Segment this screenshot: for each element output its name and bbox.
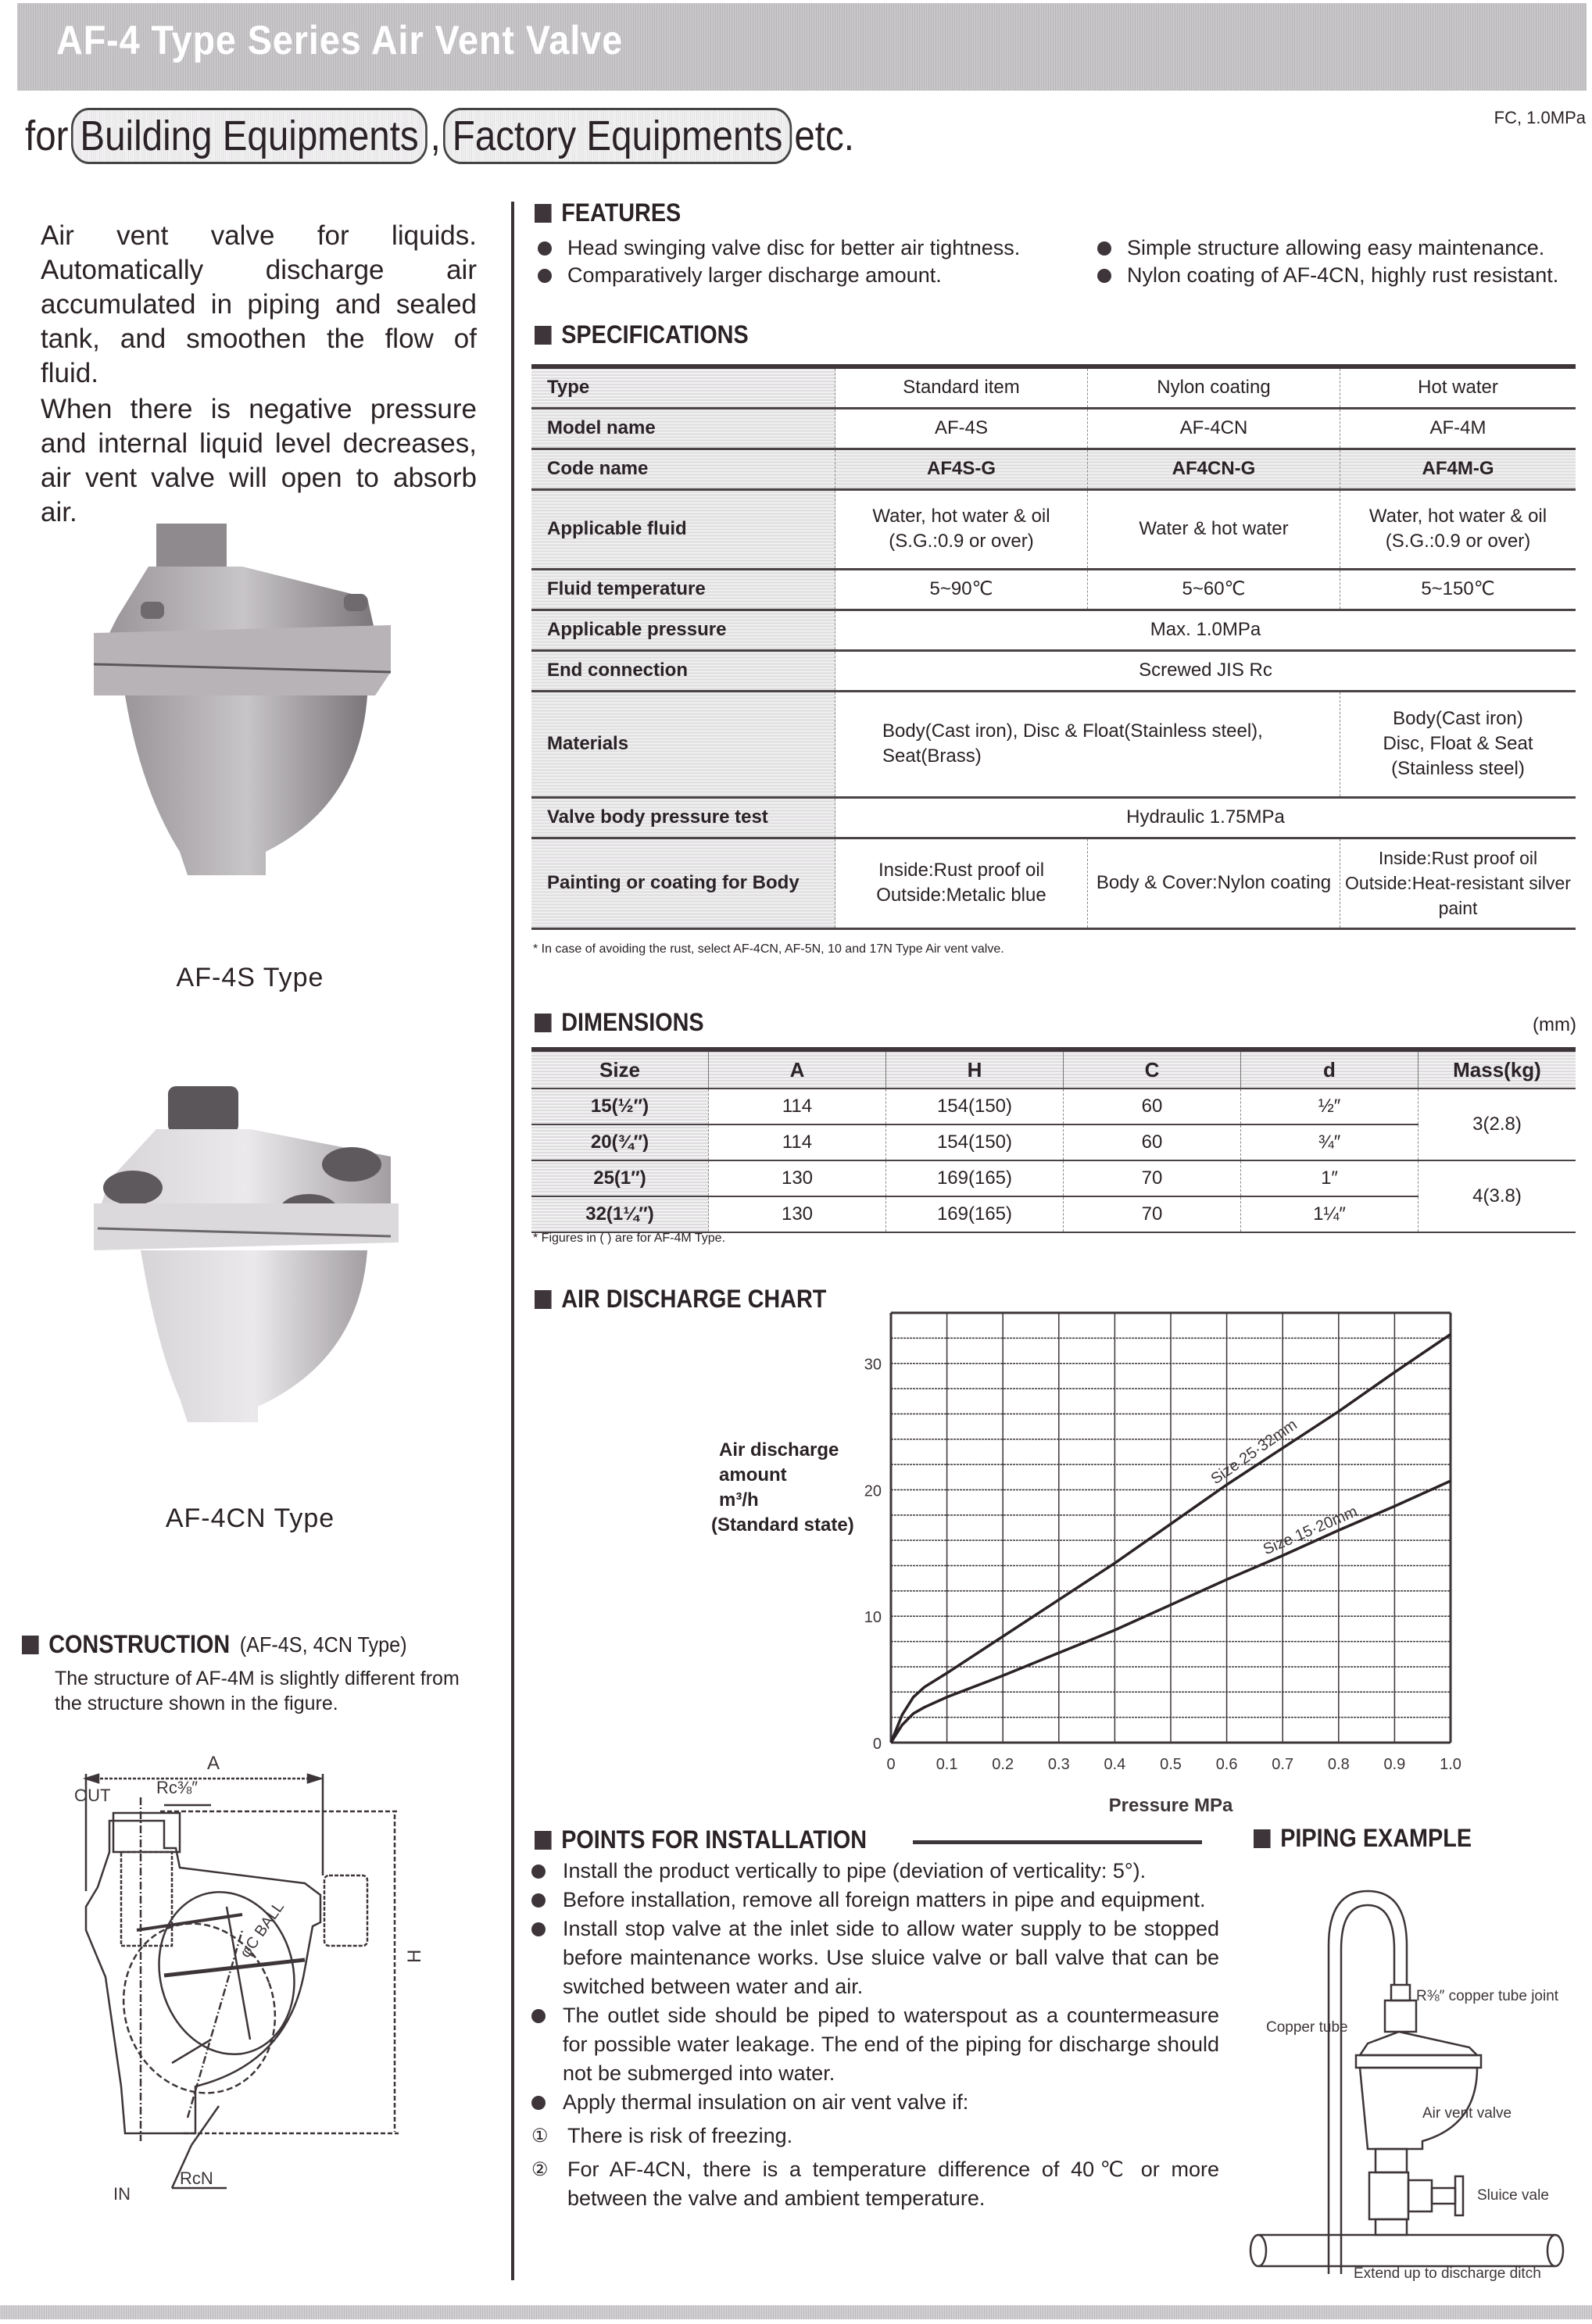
- bullet-icon: [531, 1922, 546, 1936]
- installation-text: The outlet side should be piped to waterspout as a countermeasure for possible water leakage. The end of the piping for discharge should not be submerged into water.: [563, 2004, 1219, 2085]
- installation-text: For AF-4CN, there is a temperature difference of 40℃ or more between the valve and ambient temperature.: [567, 2158, 1219, 2210]
- dim-header: d: [1241, 1052, 1418, 1089]
- spec-cell: Hot water: [1340, 369, 1576, 408]
- feature-item: [538, 236, 1020, 260]
- spec-label: Type: [531, 369, 835, 408]
- spec-cell-line: paint: [1438, 898, 1478, 918]
- page-title: AF-4 Type Series Air Vent Valve: [56, 18, 624, 63]
- spec-cell: [1340, 489, 1576, 569]
- spec-cell-line: Inside:Rust proof oil: [1378, 848, 1538, 868]
- x-tick-label: 0.1: [936, 1756, 958, 1773]
- af4s-caption: AF-4S Type: [176, 963, 324, 992]
- dim-cell-mass: 3(2.8): [1418, 1089, 1576, 1160]
- installation-subitem: [531, 2122, 1219, 2151]
- y-tick-label: 20: [864, 1482, 882, 1500]
- spec-cell: 5~60℃: [1088, 569, 1340, 610]
- bullet-icon: [531, 1865, 546, 1879]
- dimensions-heading: [535, 1008, 704, 1037]
- construction-heading: [22, 1630, 407, 1659]
- x-tick-label: 0.5: [1160, 1756, 1182, 1773]
- af4cn-caption: AF-4CN Type: [165, 1503, 335, 1533]
- intro-text: [41, 219, 477, 531]
- dim-cell: 114: [709, 1124, 886, 1160]
- section-square-icon: [22, 1636, 39, 1654]
- in-label: IN: [113, 2184, 131, 2204]
- section-square-icon: [535, 1831, 552, 1850]
- spec-cell-line: Body(Cast iron): [1393, 708, 1523, 729]
- circled-number-icon: ①: [531, 2126, 549, 2147]
- bullet-icon: [538, 241, 552, 256]
- bullet-icon: [538, 269, 552, 283]
- dim-cell: 60: [1064, 1124, 1241, 1160]
- dim-cell: 60: [1064, 1089, 1241, 1124]
- spec-label: End connection: [531, 650, 835, 691]
- bullet-icon: [1097, 241, 1111, 256]
- spec-cell: AF-4CN: [1088, 408, 1340, 449]
- installation-text: Install stop valve at the inlet side to allow water supply to be stopped before maintenance works. Use sluice valve or ball valve that can be switched between water and air.: [563, 1917, 1219, 1998]
- dim-cell-size: 25(1″): [531, 1160, 709, 1196]
- spec-cell: [835, 489, 1088, 569]
- construction-drawing: [63, 1750, 500, 2282]
- spec-row-type: [531, 369, 1576, 408]
- rating-label: FC, 1.0MPa: [1494, 108, 1586, 127]
- dim-cell: 169(165): [886, 1160, 1064, 1196]
- bullet-icon: [531, 2009, 546, 2023]
- specifications-heading: [535, 320, 749, 349]
- dim-cell-size: 20(¾″): [531, 1124, 709, 1160]
- spec-row-pressure: [531, 610, 1576, 650]
- spec-cell: Hydraulic 1.75MPa: [835, 797, 1576, 838]
- intro-paragraph-1: Air vent valve for liquids. Automatically discharge air accumulated in piping and sealed tank, and smoothen the flow of fluid.: [41, 220, 477, 388]
- x-tick-label: 0.9: [1383, 1756, 1406, 1773]
- piping-title: PIPING EXAMPLE: [1280, 1824, 1472, 1852]
- spec-cell: AF-4M: [1340, 408, 1576, 449]
- feature-item: [1097, 263, 1558, 288]
- spec-cell-line: Disc, Float & Seat: [1383, 733, 1533, 754]
- chart-title: AIR DISCHARGE CHART: [561, 1285, 827, 1313]
- dim-header: A: [709, 1052, 886, 1089]
- spec-cell-line: Inside:Rust proof oil: [878, 860, 1045, 881]
- separator: ,: [430, 113, 441, 159]
- dim-cell: 130: [709, 1160, 886, 1196]
- bullet-icon: [1097, 269, 1111, 283]
- dim-cell: 114: [709, 1089, 886, 1124]
- installation-item: [531, 1915, 1219, 2001]
- spec-cell: [1340, 838, 1576, 928]
- spec-cell-line: (S.G.:0.9 or over): [1385, 531, 1531, 552]
- spec-cell: Standard item: [835, 369, 1088, 408]
- pill-building-equipments: Building Equipments: [71, 108, 428, 164]
- dim-header-row: [531, 1052, 1576, 1089]
- spec-row-end-connection: [531, 650, 1576, 691]
- dim-cell-mass: 4(3.8): [1418, 1160, 1576, 1232]
- spec-row-materials: [531, 691, 1576, 797]
- for-prefix: for: [25, 113, 69, 159]
- dim-row: [531, 1089, 1576, 1124]
- dim-row: [531, 1160, 1576, 1196]
- series-label: Size 25·32mm: [1207, 1416, 1300, 1489]
- x-tick-label: 0.3: [1047, 1756, 1070, 1773]
- outlet-nut: [156, 524, 227, 570]
- spec-cell-line: Seat(Brass): [882, 745, 982, 767]
- specifications-table: [531, 369, 1576, 930]
- dim-cell-size: 32(1¼″): [531, 1196, 709, 1232]
- label-copper-tube: Copper tube: [1266, 2019, 1348, 2036]
- dim-cell-size: 15(½″): [531, 1089, 709, 1124]
- intro-paragraph-2: When there is negative pressure and internal liquid level decreases, air vent valve will open to absorb air.: [41, 394, 477, 527]
- label-sluice-valve: Sluice vale: [1477, 2187, 1549, 2204]
- spec-cell-line: Outside:Heat-resistant silver: [1345, 873, 1571, 893]
- dim-cell: 70: [1064, 1160, 1241, 1196]
- x-tick-label: 1.0: [1440, 1756, 1461, 1773]
- section-square-icon: [1254, 1829, 1271, 1848]
- spec-cell: [835, 691, 1340, 797]
- spec-cell: AF4CN-G: [1088, 449, 1340, 489]
- feature-item: [1097, 236, 1544, 260]
- x-tick-label: 0.8: [1327, 1756, 1350, 1773]
- dim-cell: 154(150): [886, 1089, 1064, 1124]
- installation-item: [531, 1857, 1219, 1886]
- spec-label: Code name: [531, 449, 835, 489]
- dim-cell: 1¼″: [1241, 1196, 1418, 1232]
- application-line: [25, 108, 854, 164]
- installation-title: POINTS FOR INSTALLATION: [561, 1825, 868, 1854]
- x-tick-label: 0.7: [1272, 1756, 1294, 1773]
- spec-cell: 5~150℃: [1340, 569, 1576, 610]
- installation-text: Before installation, remove all foreign matters in pipe and equipment.: [563, 1888, 1206, 1911]
- bullet-icon: [531, 1893, 546, 1907]
- feature-text: Nylon coating of AF-4CN, highly rust resistant.: [1127, 263, 1559, 287]
- circled-number-icon: ②: [531, 2159, 549, 2180]
- dim-header: Size: [531, 1052, 709, 1089]
- dim-header: H: [886, 1052, 1064, 1089]
- installation-item: [531, 2088, 1219, 2117]
- spec-cell-line: Body(Cast iron), Disc & Float(Stainless steel),: [882, 720, 1263, 742]
- spec-cell: Screwed JIS Rc: [835, 650, 1576, 691]
- spec-row-fluid: [531, 489, 1576, 569]
- piping-diagram: [1243, 1875, 1587, 2282]
- af4s-photo: [78, 508, 422, 930]
- feature-item: [538, 263, 942, 288]
- dim-cell: 70: [1064, 1196, 1241, 1232]
- dim-label-h: H: [404, 1949, 425, 1963]
- feature-text: Comparatively larger discharge amount.: [567, 263, 942, 287]
- x-tick-label: 0.2: [992, 1756, 1014, 1773]
- spec-row-pressure-test: [531, 797, 1576, 838]
- spec-footnote: * In case of avoiding the rust, select AF-4CN, AF-5N, 10 and 17N Type Air vent valve.: [533, 942, 1004, 956]
- installation-list: [531, 1857, 1219, 2213]
- dim-label-a: A: [207, 1753, 220, 1774]
- spec-row-model: [531, 408, 1576, 449]
- spec-cell: Water & hot water: [1088, 489, 1340, 569]
- spec-cell: Max. 1.0MPa: [835, 610, 1576, 650]
- y-tick-label: 0: [872, 1736, 882, 1753]
- features-title: FEATURES: [561, 198, 682, 227]
- spec-cell-line: Water, hot water & oil: [1368, 506, 1547, 527]
- section-square-icon: [535, 1290, 552, 1309]
- label-copper-tube-joint: R⅜″ copper tube joint: [1416, 1988, 1559, 2004]
- installation-text: Install the product vertically to pipe (deviation of verticality: 5°).: [563, 1859, 1147, 1882]
- installation-heading: [535, 1825, 867, 1854]
- chart-y-label: [711, 1438, 854, 1538]
- spec-row-temperature: [531, 569, 1576, 610]
- x-tick-label: 0.4: [1104, 1756, 1126, 1773]
- dim-cell: ½″: [1241, 1089, 1418, 1124]
- dim-cell: 154(150): [886, 1124, 1064, 1160]
- y-tick-label: 10: [864, 1609, 882, 1627]
- column-divider: [511, 202, 514, 2280]
- dim-cell: ¾″: [1241, 1124, 1418, 1160]
- spec-label: Painting or coating for Body: [531, 838, 835, 928]
- spec-label: Applicable pressure: [531, 610, 835, 650]
- dim-cell: 1″: [1241, 1160, 1418, 1196]
- af4cn-photo: [78, 1063, 422, 1469]
- installation-item: [531, 2001, 1219, 2088]
- dim-header: Mass(kg): [1418, 1052, 1576, 1089]
- spec-row-painting: [531, 838, 1576, 928]
- rc-top-label: Rc⅜″: [156, 1778, 199, 1797]
- dim-cell: 169(165): [886, 1196, 1064, 1232]
- y-label-line: (Standard state): [711, 1514, 854, 1536]
- spec-label: Model name: [531, 408, 835, 449]
- out-label: OUT: [74, 1786, 111, 1805]
- series-label: Size 15·20mm: [1261, 1503, 1361, 1559]
- feature-text: Head swinging valve disc for better air tightness.: [567, 236, 1021, 259]
- dim-header: C: [1064, 1052, 1241, 1089]
- label-air-vent-valve: Air vent valve: [1422, 2105, 1512, 2122]
- specifications-title: SPECIFICATIONS: [561, 320, 749, 349]
- pill-factory-equipments: Factory Equipments: [443, 108, 791, 164]
- spec-cell-line: Outside:Metalic blue: [876, 885, 1046, 906]
- air-discharge-chart: [860, 1297, 1485, 1816]
- dimensions-unit: (mm): [1533, 1014, 1576, 1035]
- dimensions-table: [531, 1052, 1576, 1233]
- spec-label: Applicable fluid: [531, 489, 835, 569]
- spec-cell: AF4S-G: [835, 449, 1088, 489]
- piping-heading: [1254, 1824, 1472, 1853]
- chart-heading: [535, 1285, 826, 1314]
- section-square-icon: [535, 204, 552, 223]
- spec-cell: Nylon coating: [1088, 369, 1340, 408]
- construction-subtitle: (AF-4S, 4CN Type): [239, 1632, 407, 1657]
- y-label-line: m³/h: [719, 1489, 759, 1511]
- spec-cell: [835, 838, 1088, 928]
- x-tick-label: 0.6: [1215, 1756, 1238, 1773]
- spec-cell-line: (S.G.:0.9 or over): [889, 531, 1034, 552]
- footer-bar: [0, 2305, 1592, 2319]
- dim-footnote: * Figures in ( ) are for AF-4M Type.: [533, 1232, 726, 1245]
- etc-suffix: etc.: [794, 113, 854, 159]
- spec-cell: AF-4S: [835, 408, 1088, 449]
- construction-note: The structure of AF-4M is slightly different from the structure shown in the figure.: [55, 1668, 460, 1714]
- spec-cell: 5~90℃: [835, 569, 1088, 610]
- y-label-line: Air discharge: [719, 1439, 839, 1461]
- heading-rule: [913, 1840, 1202, 1844]
- y-tick-label: 30: [864, 1356, 882, 1374]
- installation-item: [531, 1886, 1219, 1915]
- section-square-icon: [535, 326, 552, 345]
- spec-label: Materials: [531, 691, 835, 797]
- spec-label: Valve body pressure test: [531, 797, 835, 838]
- dimensions-title: DIMENSIONS: [561, 1008, 704, 1036]
- section-square-icon: [535, 1014, 552, 1032]
- spec-cell: [1340, 691, 1576, 797]
- feature-text: Simple structure allowing easy maintenance.: [1127, 236, 1545, 259]
- rc-bottom-label: RcN: [180, 2168, 213, 2188]
- features-heading: [535, 198, 681, 227]
- installation-text: Apply thermal insulation on air vent valve if:: [563, 2090, 969, 2114]
- spec-cell-line: Water, hot water & oil: [872, 506, 1050, 527]
- x-tick-label: 0: [886, 1756, 896, 1773]
- construction-title: CONSTRUCTION: [48, 1630, 231, 1658]
- y-label-line: amount: [719, 1464, 787, 1486]
- ball-label: φC BALL: [236, 1898, 288, 1961]
- spec-cell: AF4M-G: [1340, 449, 1576, 489]
- label-extend: Extend up to discharge ditch: [1354, 2265, 1541, 2282]
- dim-cell: 130: [709, 1196, 886, 1232]
- spec-cell: Body & Cover:Nylon coating: [1088, 838, 1340, 928]
- spec-label: Fluid temperature: [531, 569, 835, 610]
- spec-cell-line: (Stainless steel): [1391, 758, 1525, 779]
- installation-subitem: [531, 2155, 1219, 2213]
- x-axis-label: Pressure MPa: [1108, 1795, 1233, 1816]
- spec-row-code: [531, 449, 1576, 489]
- bullet-icon: [531, 2096, 546, 2110]
- installation-text: There is risk of freezing.: [567, 2124, 793, 2147]
